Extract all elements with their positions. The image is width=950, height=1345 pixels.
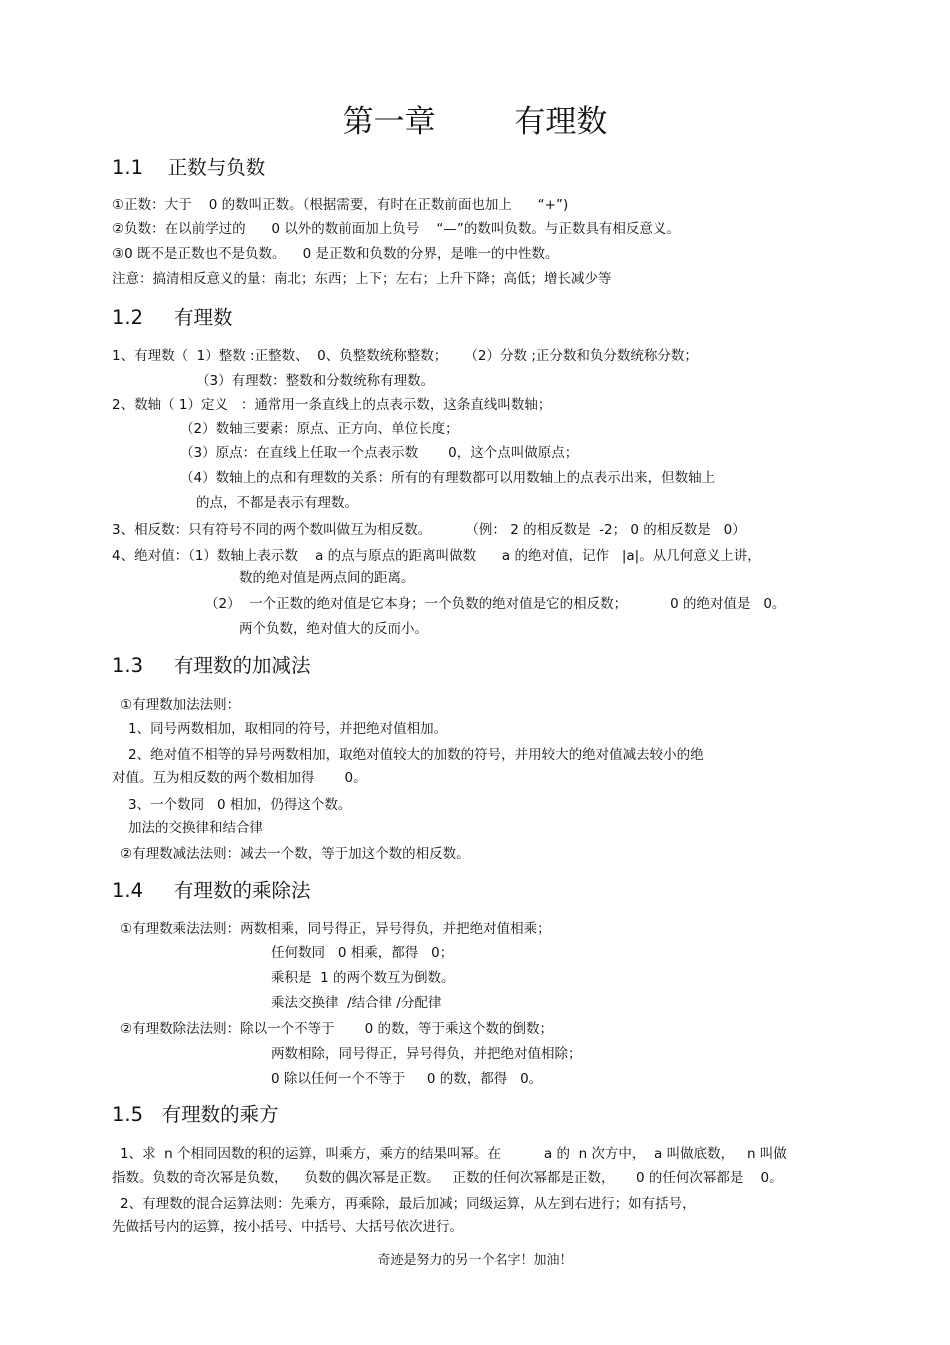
text-line: （2）数轴三要素：原点、正方向、单位长度； (180, 421, 459, 437)
text-line: 乘法交换律 /结合律 /分配律 (271, 995, 442, 1011)
text-line: ②负数：在以前学过的 0 以外的数前面加上负号 “—”的数叫负数。与正数具有相反意义。 (112, 221, 680, 237)
text-line: 3、一个数同 0 相加，仍得这个数。 (128, 797, 352, 813)
text-line: 乘积是 1 的两个数互为倒数。 (271, 970, 455, 986)
chapter-title: 第一章 有理数 (342, 104, 608, 140)
text-line: 2、有理数的混合运算法则：先乘方，再乘除，最后加减；同级运算，从左到右进行；如有括号， (120, 1196, 696, 1212)
text-line: 对值。互为相反数的两个数相加得 0。 (112, 770, 367, 786)
text-line: ③0 既不是正数也不是负数。 0 是正数和负数的分界，是唯一的中性数。 (112, 246, 559, 262)
text-line: 3、相反数：只有符号不同的两个数叫做互为相反数。 （例： 2 的相反数是 -2； 0 的相反数是 0） (112, 522, 746, 538)
text-line: 1、有理数（ 1）整数 :正整数、 0、负整数统称整数； （2）分数 ;正分数和负分数统称分数； (112, 348, 698, 364)
text-line: 2、数轴（ 1）定义 ：通常用一条直线上的点表示数，这条直线叫数轴； (112, 397, 552, 413)
text-line: 4、绝对值：（1）数轴上表示数 a 的点与原点的距离叫做数 a 的绝对值，记作 |a|。从几何意义上讲， (112, 548, 761, 564)
text-line: ①正数：大于 0 的数叫正数。（根据需要，有时在正数前面也加上 “+”) (112, 197, 569, 213)
text-line: 的点，不都是表示有理数。 (196, 495, 358, 511)
text-line: 加法的交换律和结合律 (128, 820, 263, 836)
text-line: ②有理数除法法则：除以一个不等于 0 的数，等于乘这个数的倒数； (120, 1021, 554, 1037)
text-line: 两数相除，同号得正，异号得负，并把绝对值相除； (271, 1046, 582, 1062)
page-footer: 奇迹是努力的另一个名字！加油！ (377, 1253, 573, 1268)
text-line: （2） 一个正数的绝对值是它本身；一个负数的绝对值是它的相反数； 0 的绝对值是 0。 (205, 596, 786, 612)
section-heading-1-1: 1.1 正数与负数 (112, 156, 266, 179)
text-line: （3）原点：在直线上任取一个点表示数 0，这个点叫做原点； (180, 445, 579, 461)
text-line: 1、同号两数相加，取相同的符号，并把绝对值相加。 (128, 721, 448, 737)
text-line: 0 除以任何一个不等于 0 的数，都得 0。 (271, 1071, 543, 1087)
text-line: 1、求 n 个相同因数的积的运算，叫乘方，乘方的结果叫幂。在 a 的 n 次方中， a 叫做底数， n 叫做 (120, 1146, 787, 1162)
text-line: 数的绝对值是两点间的距离。 (239, 570, 415, 586)
text-line: ①有理数加法法则： (120, 697, 241, 713)
text-line: ①有理数乘法法则：两数相乘，同号得正，异号得负，并把绝对值相乘； (120, 921, 551, 937)
text-line: 指数。负数的奇次幂是负数， 负数的偶次幂是正数。 正数的任何次幂都是正数， 0 的任何次幂都是 0。 (112, 1170, 783, 1186)
text-line: 任何数同 0 相乘，都得 0； (271, 945, 454, 961)
text-line: ②有理数减法法则：减去一个数，等于加这个数的相反数。 (120, 846, 470, 862)
text-line: 注意：搞清相反意义的量：南北；东西；上下；左右；上升下降；高低；增长减少等 (112, 271, 612, 287)
section-heading-1-2: 1.2 有理数 (112, 306, 233, 329)
section-heading-1-4: 1.4 有理数的乘除法 (112, 879, 311, 902)
text-line: 2、绝对值不相等的异号两数相加，取绝对值较大的加数的符号，并用较大的绝对值减去较小的绝 (128, 747, 704, 763)
text-line: （3）有理数：整数和分数统称有理数。 (196, 373, 435, 389)
section-heading-1-3: 1.3 有理数的加减法 (112, 654, 311, 677)
section-heading-1-5: 1.5 有理数的乘方 (112, 1103, 279, 1126)
text-line: （4）数轴上的点和有理数的关系：所有的有理数都可以用数轴上的点表示出来，但数轴上 (180, 470, 716, 486)
text-line: 两个负数，绝对值大的反而小。 (239, 621, 428, 637)
text-line: 先做括号内的运算，按小括号、中括号、大括号依次进行。 (112, 1219, 463, 1235)
